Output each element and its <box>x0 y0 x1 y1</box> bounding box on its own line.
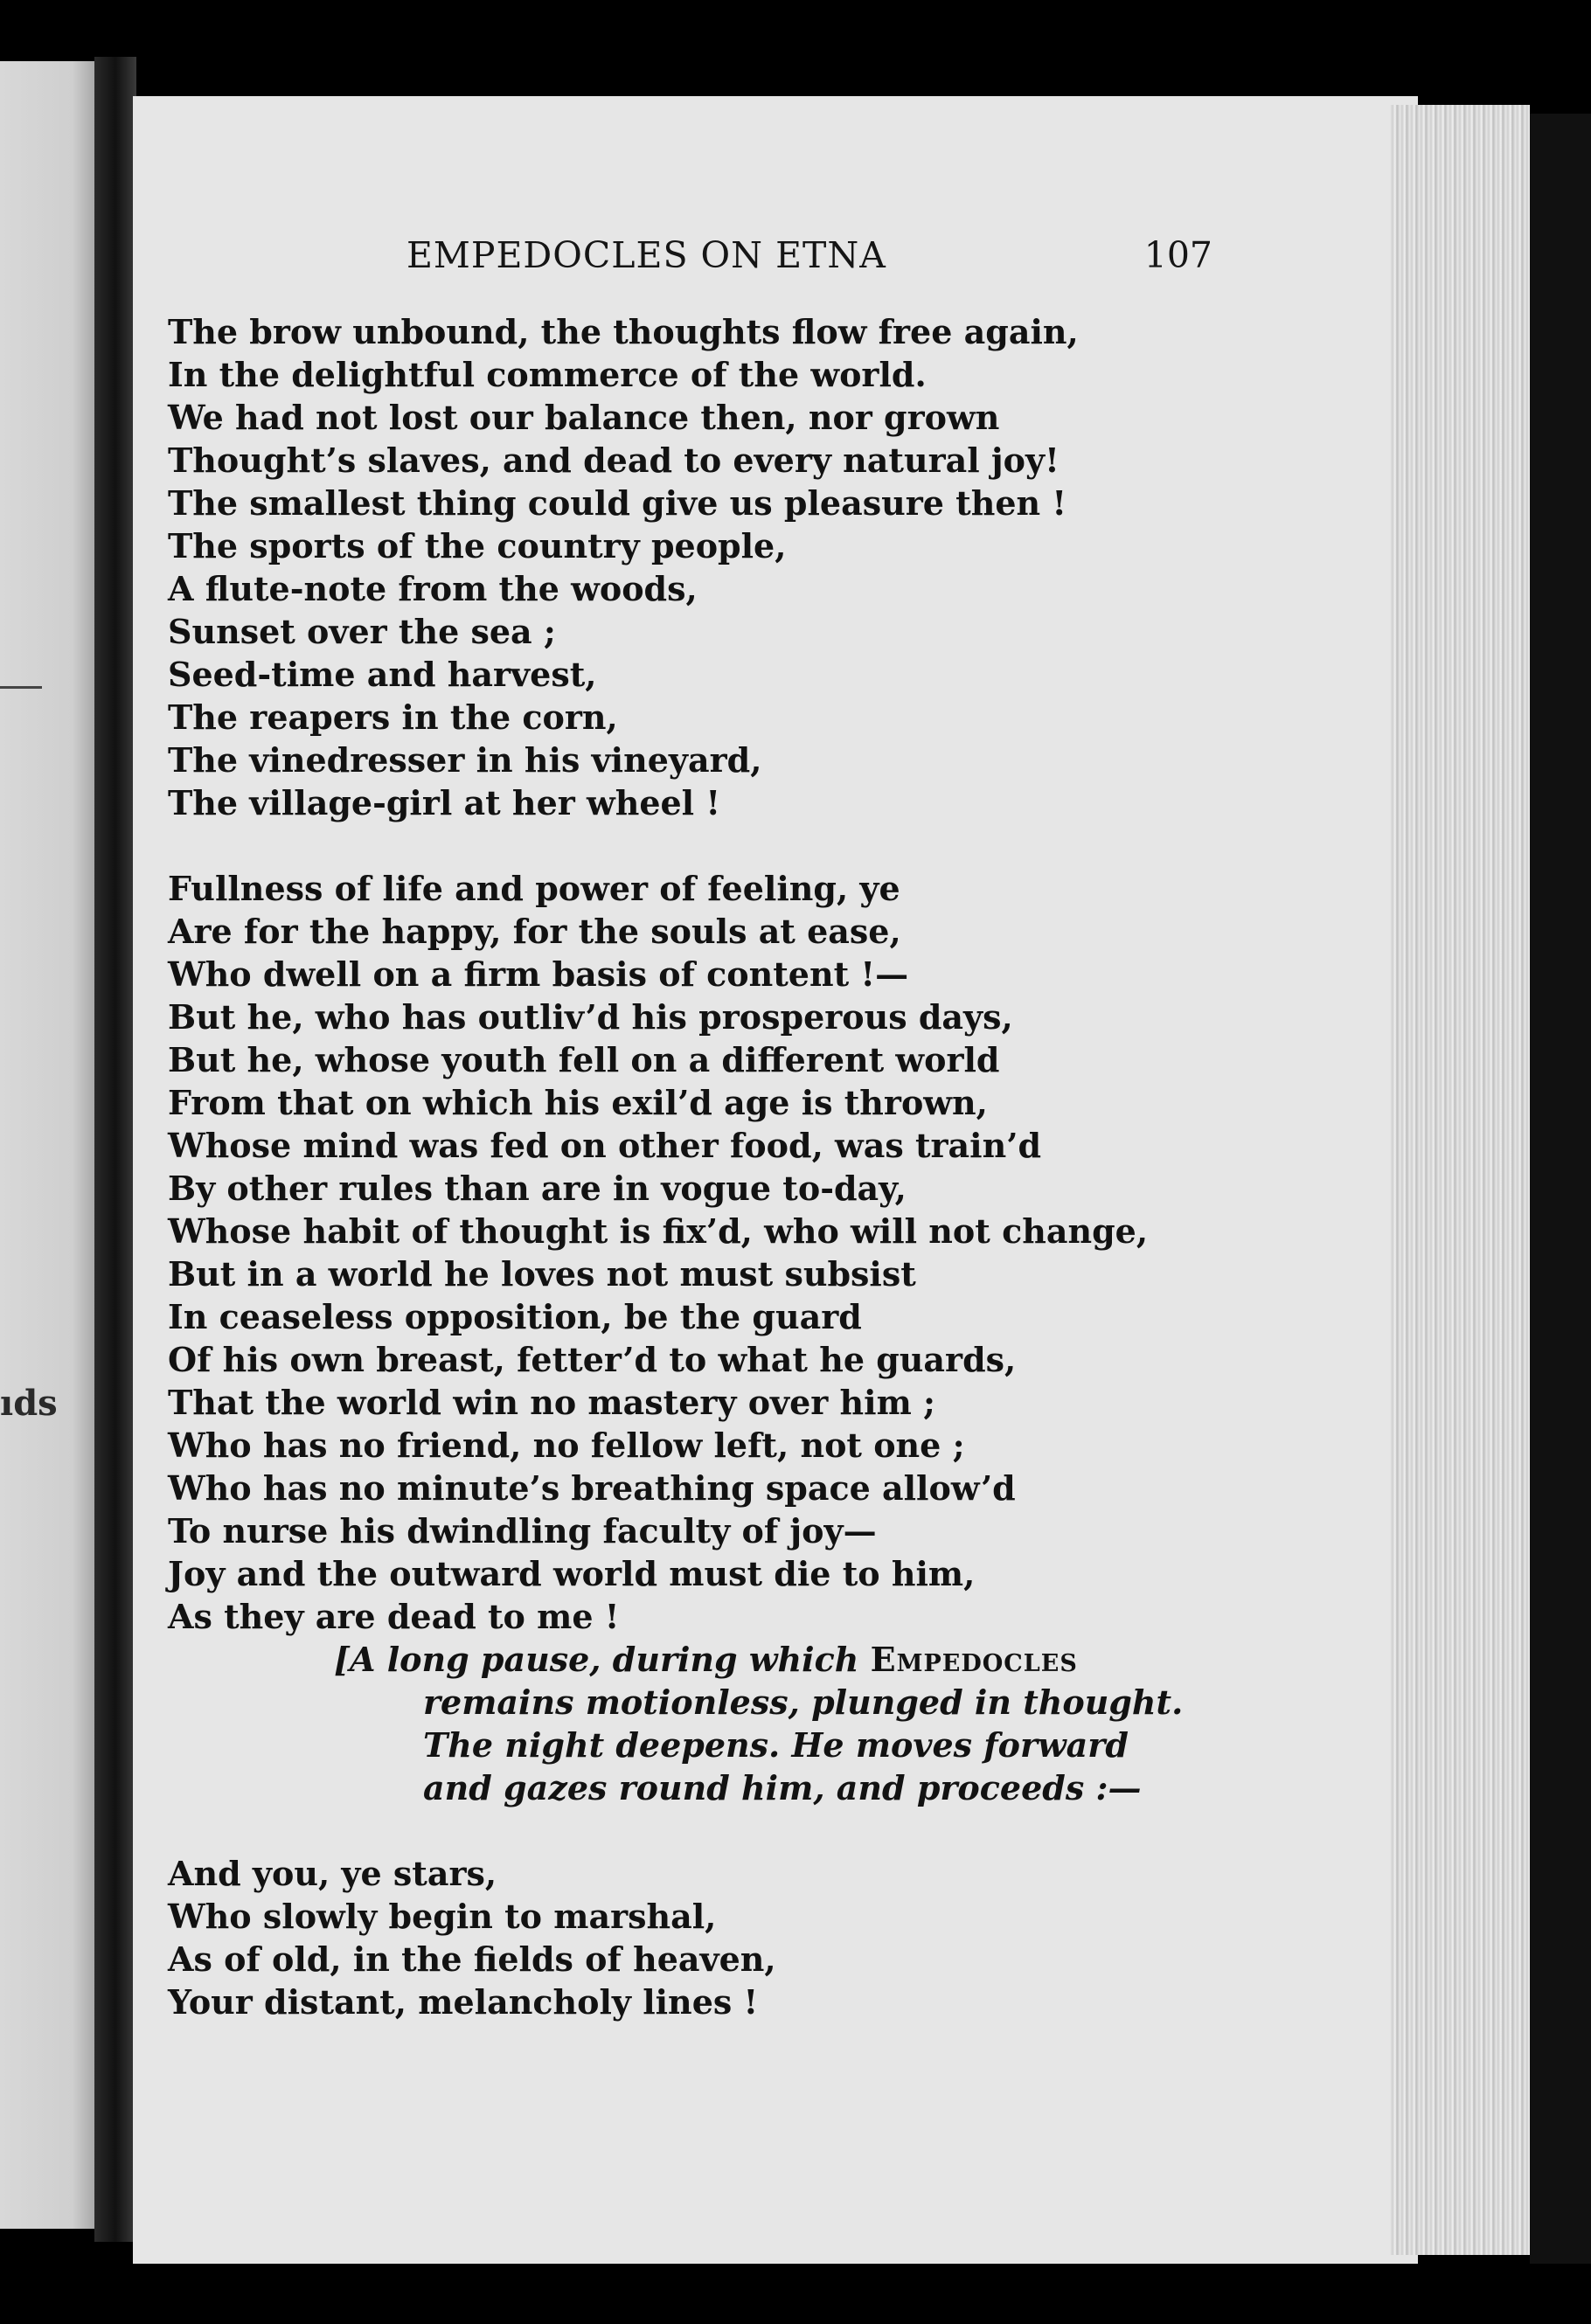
page-block-edge <box>1390 105 1530 2255</box>
running-title: EMPEDOCLES ON ETNA <box>406 234 886 276</box>
verse-line: The brow unbound, the thoughts flow free again, <box>168 312 1079 351</box>
verse-line: In ceaseless opposition, be the guard <box>168 1297 862 1336</box>
verse-line: Who dwell on a firm basis of content !— <box>168 954 909 994</box>
verse-line: Whose mind was fed on other food, was train’d <box>168 1126 1042 1165</box>
verse-line: And you, ye stars, <box>168 1854 497 1893</box>
verse-line: The village-girl at her wheel ! <box>168 783 721 822</box>
stage-direction-line: remains motionless, plunged in thought. <box>423 1682 1184 1722</box>
book-gutter <box>94 57 136 2242</box>
verse-line: Whose habit of thought is fix’d, who will not change, <box>168 1211 1149 1251</box>
verse-line: Fullness of life and power of feeling, ye <box>168 869 900 908</box>
verse-line: That the world win no mastery over him ; <box>168 1383 936 1422</box>
stage-direction-line: [A long pause, during which Empedocles <box>334 1640 1078 1679</box>
stage-direction-line: and gazes round him, and proceeds :— <box>423 1768 1142 1807</box>
left-page-dash <box>0 686 42 689</box>
verse-line: Are for the happy, for the souls at ease, <box>168 912 901 951</box>
verse-line: Your distant, melancholy lines ! <box>168 1982 759 2022</box>
background-edge <box>1530 114 1591 2264</box>
stanza-break <box>168 824 1261 867</box>
verse-line: The smallest thing could give us pleasure then ! <box>168 483 1067 523</box>
verse-line: But he, whose youth fell on a different world <box>168 1040 1000 1079</box>
page-number: 107 <box>1143 234 1212 276</box>
verse-line: To nurse his dwindling faculty of joy— <box>168 1511 877 1550</box>
speaker-name: Empedocles <box>870 1640 1078 1679</box>
stanza-1 <box>168 310 1261 824</box>
verse-line: Of his own breast, fetter’d to what he guards, <box>168 1340 1017 1379</box>
verse-line: From that on which his exil’d age is thrown, <box>168 1083 988 1122</box>
verse-line: In the delightful commerce of the world. <box>168 355 927 394</box>
stanza-3 <box>168 1852 1261 2023</box>
verse-line: A flute-note from the woods, <box>168 569 698 608</box>
verse-line: The vinedresser in his vineyard, <box>168 740 762 780</box>
verse-line: Who has no minute’s breathing space allow’d <box>168 1468 1016 1508</box>
stage-direction-line: The night deepens. He moves forward <box>423 1725 1129 1765</box>
verse-line: Sunset over the sea ; <box>168 612 556 651</box>
verse-line: The sports of the country people, <box>168 526 787 565</box>
verse-line: As of old, in the fields of heaven, <box>168 1939 776 1979</box>
verse-line: The reapers in the corn, <box>168 697 618 737</box>
verse-line: But he, who has outliv’d his prosperous days, <box>168 997 1013 1037</box>
poem-text <box>168 310 1261 2023</box>
verse-line: Who slowly begin to marshal, <box>168 1897 717 1936</box>
verse-line: We had not lost our balance then, nor grown <box>168 398 1000 437</box>
verse-line: Thought’s slaves, and dead to every natural joy! <box>168 441 1060 480</box>
stanza-break <box>168 1809 1261 1852</box>
stanza-2 <box>168 867 1261 1638</box>
verse-line: As they are dead to me ! <box>168 1597 620 1636</box>
running-header <box>406 234 1212 287</box>
left-page-text-fragment: ıds <box>0 1383 58 1424</box>
adjacent-left-page <box>0 61 103 2229</box>
verse-line: Joy and the outward world must die to him, <box>168 1554 976 1593</box>
verse-line: Seed-time and harvest, <box>168 655 597 694</box>
verse-line: Who has no friend, no fellow left, not one ; <box>168 1426 965 1465</box>
verse-line: But in a world he loves not must subsist <box>168 1254 916 1294</box>
verse-line: By other rules than are in vogue to-day, <box>168 1169 907 1208</box>
